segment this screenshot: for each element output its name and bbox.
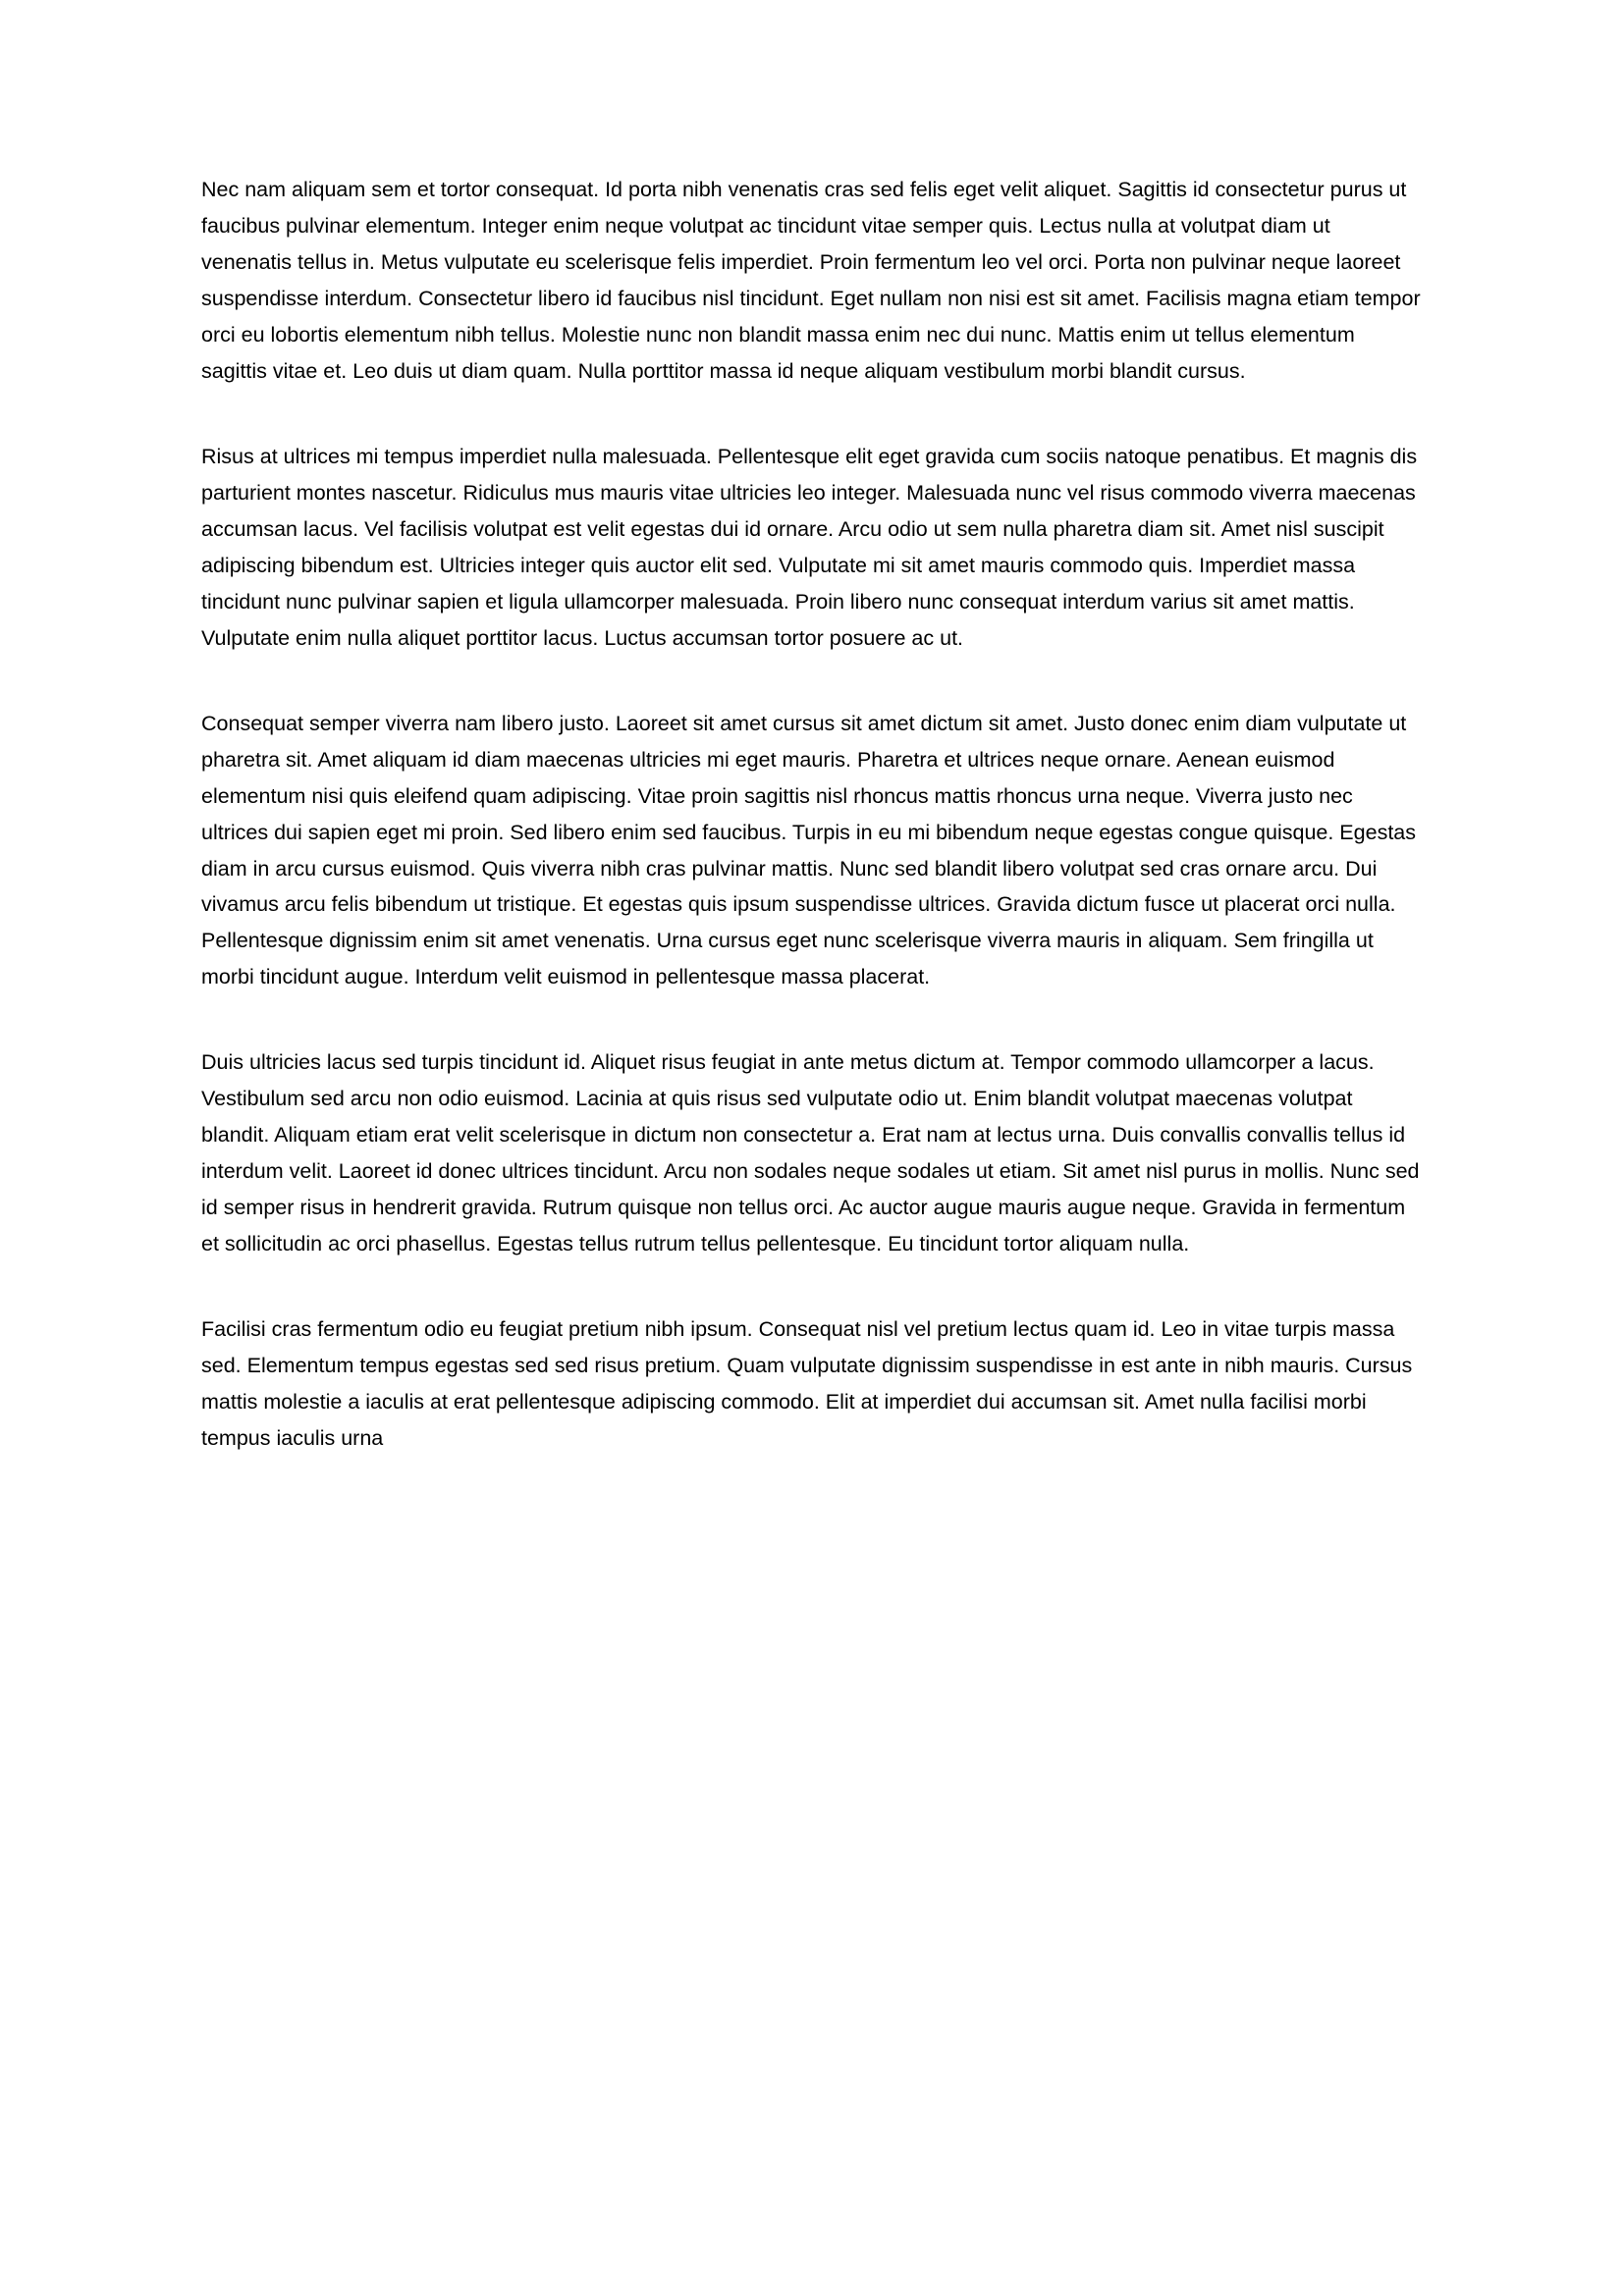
paragraph: Consequat semper viverra nam libero justo. Laoreet sit amet cursus sit amet dictum sit amet. Justo donec enim diam vulputate ut pharetra sit. Amet aliquam id diam maecenas ultricies mi eget mauris. Pharetra et ultrices neque ornare. Aenean euismod elementum nisi quis eleifend quam adipiscing. Vitae proin sagittis nisl rhoncus mattis rhoncus urna neque. Viverra justo nec ultrices dui sapien eget mi proin. Sed libero enim sed faucibus. Turpis in eu mi bibendum neque egestas congue quisque. Egestas diam in arcu cursus euismod. Quis viverra nibh cras pulvinar mattis. Nunc sed blandit libero volutpat sed cras ornare arcu. Dui vivamus arcu felis bibendum ut tristique. Et egestas quis ipsum suspendisse ultrices. Gravida dictum fusce ut placerat orci nulla. Pellentesque dignissim enim sit amet venenatis. Urna cursus eget nunc scelerisque viverra mauris in aliquam. Sem fringilla ut morbi tincidunt augue. Interdum velit euismod in pellentesque massa placerat. — [201, 711, 1416, 989]
paragraph: Risus at ultrices mi tempus imperdiet nulla malesuada. Pellentesque elit eget gravida cum sociis natoque penatibus. Et magnis dis parturient montes nascetur. Ridiculus mus mauris vitae ultricies leo integer. Malesuada nunc vel risus commodo viverra maecenas accumsan lacus. Vel facilisis volutpat est velit egestas dui id ornare. Arcu odio ut sem nulla pharetra diam sit. Amet nisl suscipit adipiscing bibendum est. Ultricies integer quis auctor elit sed. Vulputate mi sit amet mauris commodo quis. Imperdiet massa tincidunt nunc pulvinar sapien et ligula ullamcorper malesuada. Proin libero nunc consequat interdum varius sit amet mattis. Vulputate enim nulla aliquet porttitor lacus. Luctus accumsan tortor posuere ac ut. — [201, 444, 1418, 650]
paragraph: Duis ultricies lacus sed turpis tincidunt id. Aliquet risus feugiat in ante metus dictum at. Tempor commodo ullamcorper a lacus. Vestibulum sed arcu non odio euismod. Lacinia at quis risus sed vulputate odio ut. Enim blandit volutpat maecenas volutpat blandit. Aliquam etiam erat velit scelerisque in dictum non consectetur a. Erat nam at lectus urna. Duis convallis convallis tellus id interdum velit. Laoreet id donec ultrices tincidunt. Arcu non sodales neque sodales ut etiam. Sit amet nisl purus in mollis. Nunc sed id semper risus in hendrerit gravida. Rutrum quisque non tellus orci. Ac auctor augue mauris augue neque. Gravida in fermentum et sollicitudin ac orci phasellus. Egestas tellus rutrum tellus pellentesque. Eu tincidunt tortor aliquam nulla. — [201, 1050, 1420, 1256]
paragraph: Facilisi cras fermentum odio eu feugiat pretium nibh ipsum. Consequat nisl vel pretium lectus quam id. Leo in vitae turpis massa sed. Elementum tempus egestas sed sed risus pretium. Quam vulputate dignissim suspendisse in est ante in nibh mauris. Cursus mattis molestie a iaculis at erat pellentesque adipiscing commodo. Elit at imperdiet dui accumsan sit. Amet nulla facilisi morbi tempus iaculis urna — [201, 1317, 1413, 1451]
document-body — [201, 172, 1423, 1457]
paragraph: Nec nam aliquam sem et tortor consequat. Id porta nibh venenatis cras sed felis eget velit aliquet. Sagittis id consectetur purus ut faucibus pulvinar elementum. Integer enim neque volutpat ac tincidunt vitae semper quis. Lectus nulla at volutpat diam ut venenatis tellus in. Metus vulputate eu scelerisque felis imperdiet. Proin fermentum leo vel orci. Porta non pulvinar neque laoreet suspendisse interdum. Consectetur libero id faucibus nisl tincidunt. Eget nullam non nisi est sit amet. Facilisis magna etiam tempor orci eu lobortis elementum nibh tellus. Molestie nunc non blandit massa enim nec dui nunc. Mattis enim ut tellus elementum sagittis vitae et. Leo duis ut diam quam. Nulla porttitor massa id neque aliquam vestibulum morbi blandit cursus. — [201, 178, 1421, 383]
